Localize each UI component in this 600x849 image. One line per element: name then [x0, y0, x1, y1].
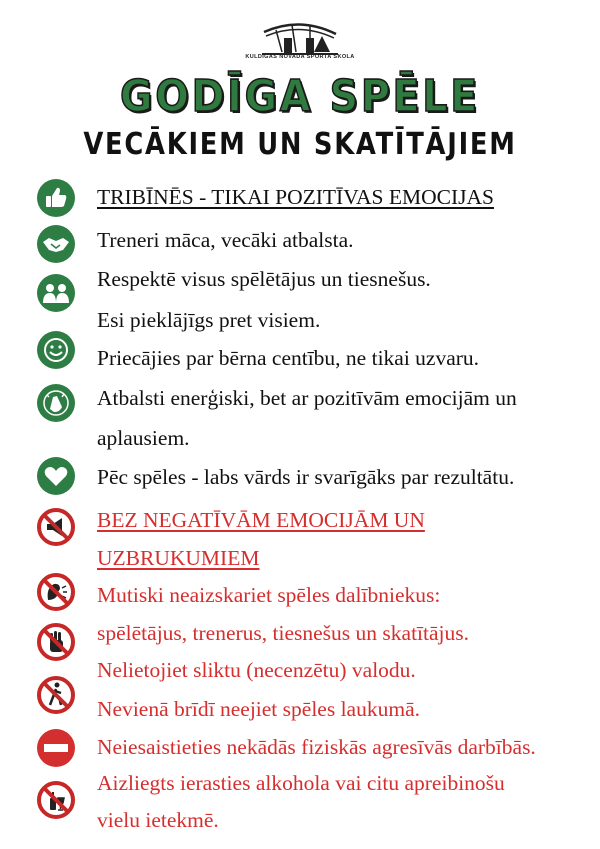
- positive-heading: TRIBĪNĒS - TIKAI POZITĪVAS EMOCIJAS: [97, 185, 494, 209]
- negative-line: Nevienā brīdī neejiet spēles laukumā.: [97, 697, 420, 721]
- negative-heading: UZBRUKUMIEM: [97, 546, 260, 570]
- positive-line: Treneri māca, vecāki atbalsta.: [97, 228, 354, 252]
- positive-line: Pēc spēles - labs vārds ir svarīgāks par rezultātu.: [97, 465, 515, 489]
- negative-line: Neiesaistieties nekādās fiziskās agresīvās darbībās.: [97, 735, 536, 759]
- no-shouting-icon: [36, 572, 76, 612]
- negative-line: Nelietojiet sliktu (necenzētu) valodu.: [97, 658, 416, 682]
- negative-line: vielu ietekmē.: [97, 808, 219, 832]
- people-icon: [36, 273, 76, 313]
- negative-heading: BEZ NEGATĪVĀM EMOCIJĀM UN: [97, 508, 425, 532]
- no-pedestrian-icon: [36, 675, 76, 715]
- positive-line: Respektē visus spēlētājus un tiesnešus.: [97, 267, 431, 291]
- page-title: GODĪGA SPĒLE: [120, 71, 480, 122]
- negative-line: spēlētājus, trenerus, tiesnešus un skatītājus.: [97, 621, 469, 645]
- heart-icon: [36, 456, 76, 496]
- thumbs-up-icon: [36, 178, 76, 218]
- smile-icon: [36, 330, 76, 370]
- no-alcohol-icon: [36, 780, 76, 820]
- positive-line: Atbalsti enerģiski, bet ar pozitīvām emocijām un: [97, 386, 517, 410]
- positive-line: aplausiem.: [97, 426, 190, 450]
- positive-line: Esi pieklājīgs pret visiem.: [97, 308, 321, 332]
- no-hand-gesture-icon: [36, 622, 76, 662]
- negative-line: Mutiski neaizskariet spēles dalībniekus:: [97, 583, 441, 607]
- school-name: KULDĪGAS NOVADA SPORTA SKOLA: [245, 54, 355, 60]
- positive-line: Priecājies par bērna centību, ne tikai uzvaru.: [97, 346, 480, 370]
- page-subtitle: VECĀKIEM UN SKATĪTĀJIEM: [83, 127, 517, 162]
- negative-line: Aizliegts ierasties alkohola vai citu apreibinošu: [97, 771, 505, 795]
- handshake-icon: [36, 224, 76, 264]
- no-entry-icon: [36, 728, 76, 768]
- clapping-hands-icon: [36, 383, 76, 423]
- no-megaphone-icon: [36, 507, 76, 547]
